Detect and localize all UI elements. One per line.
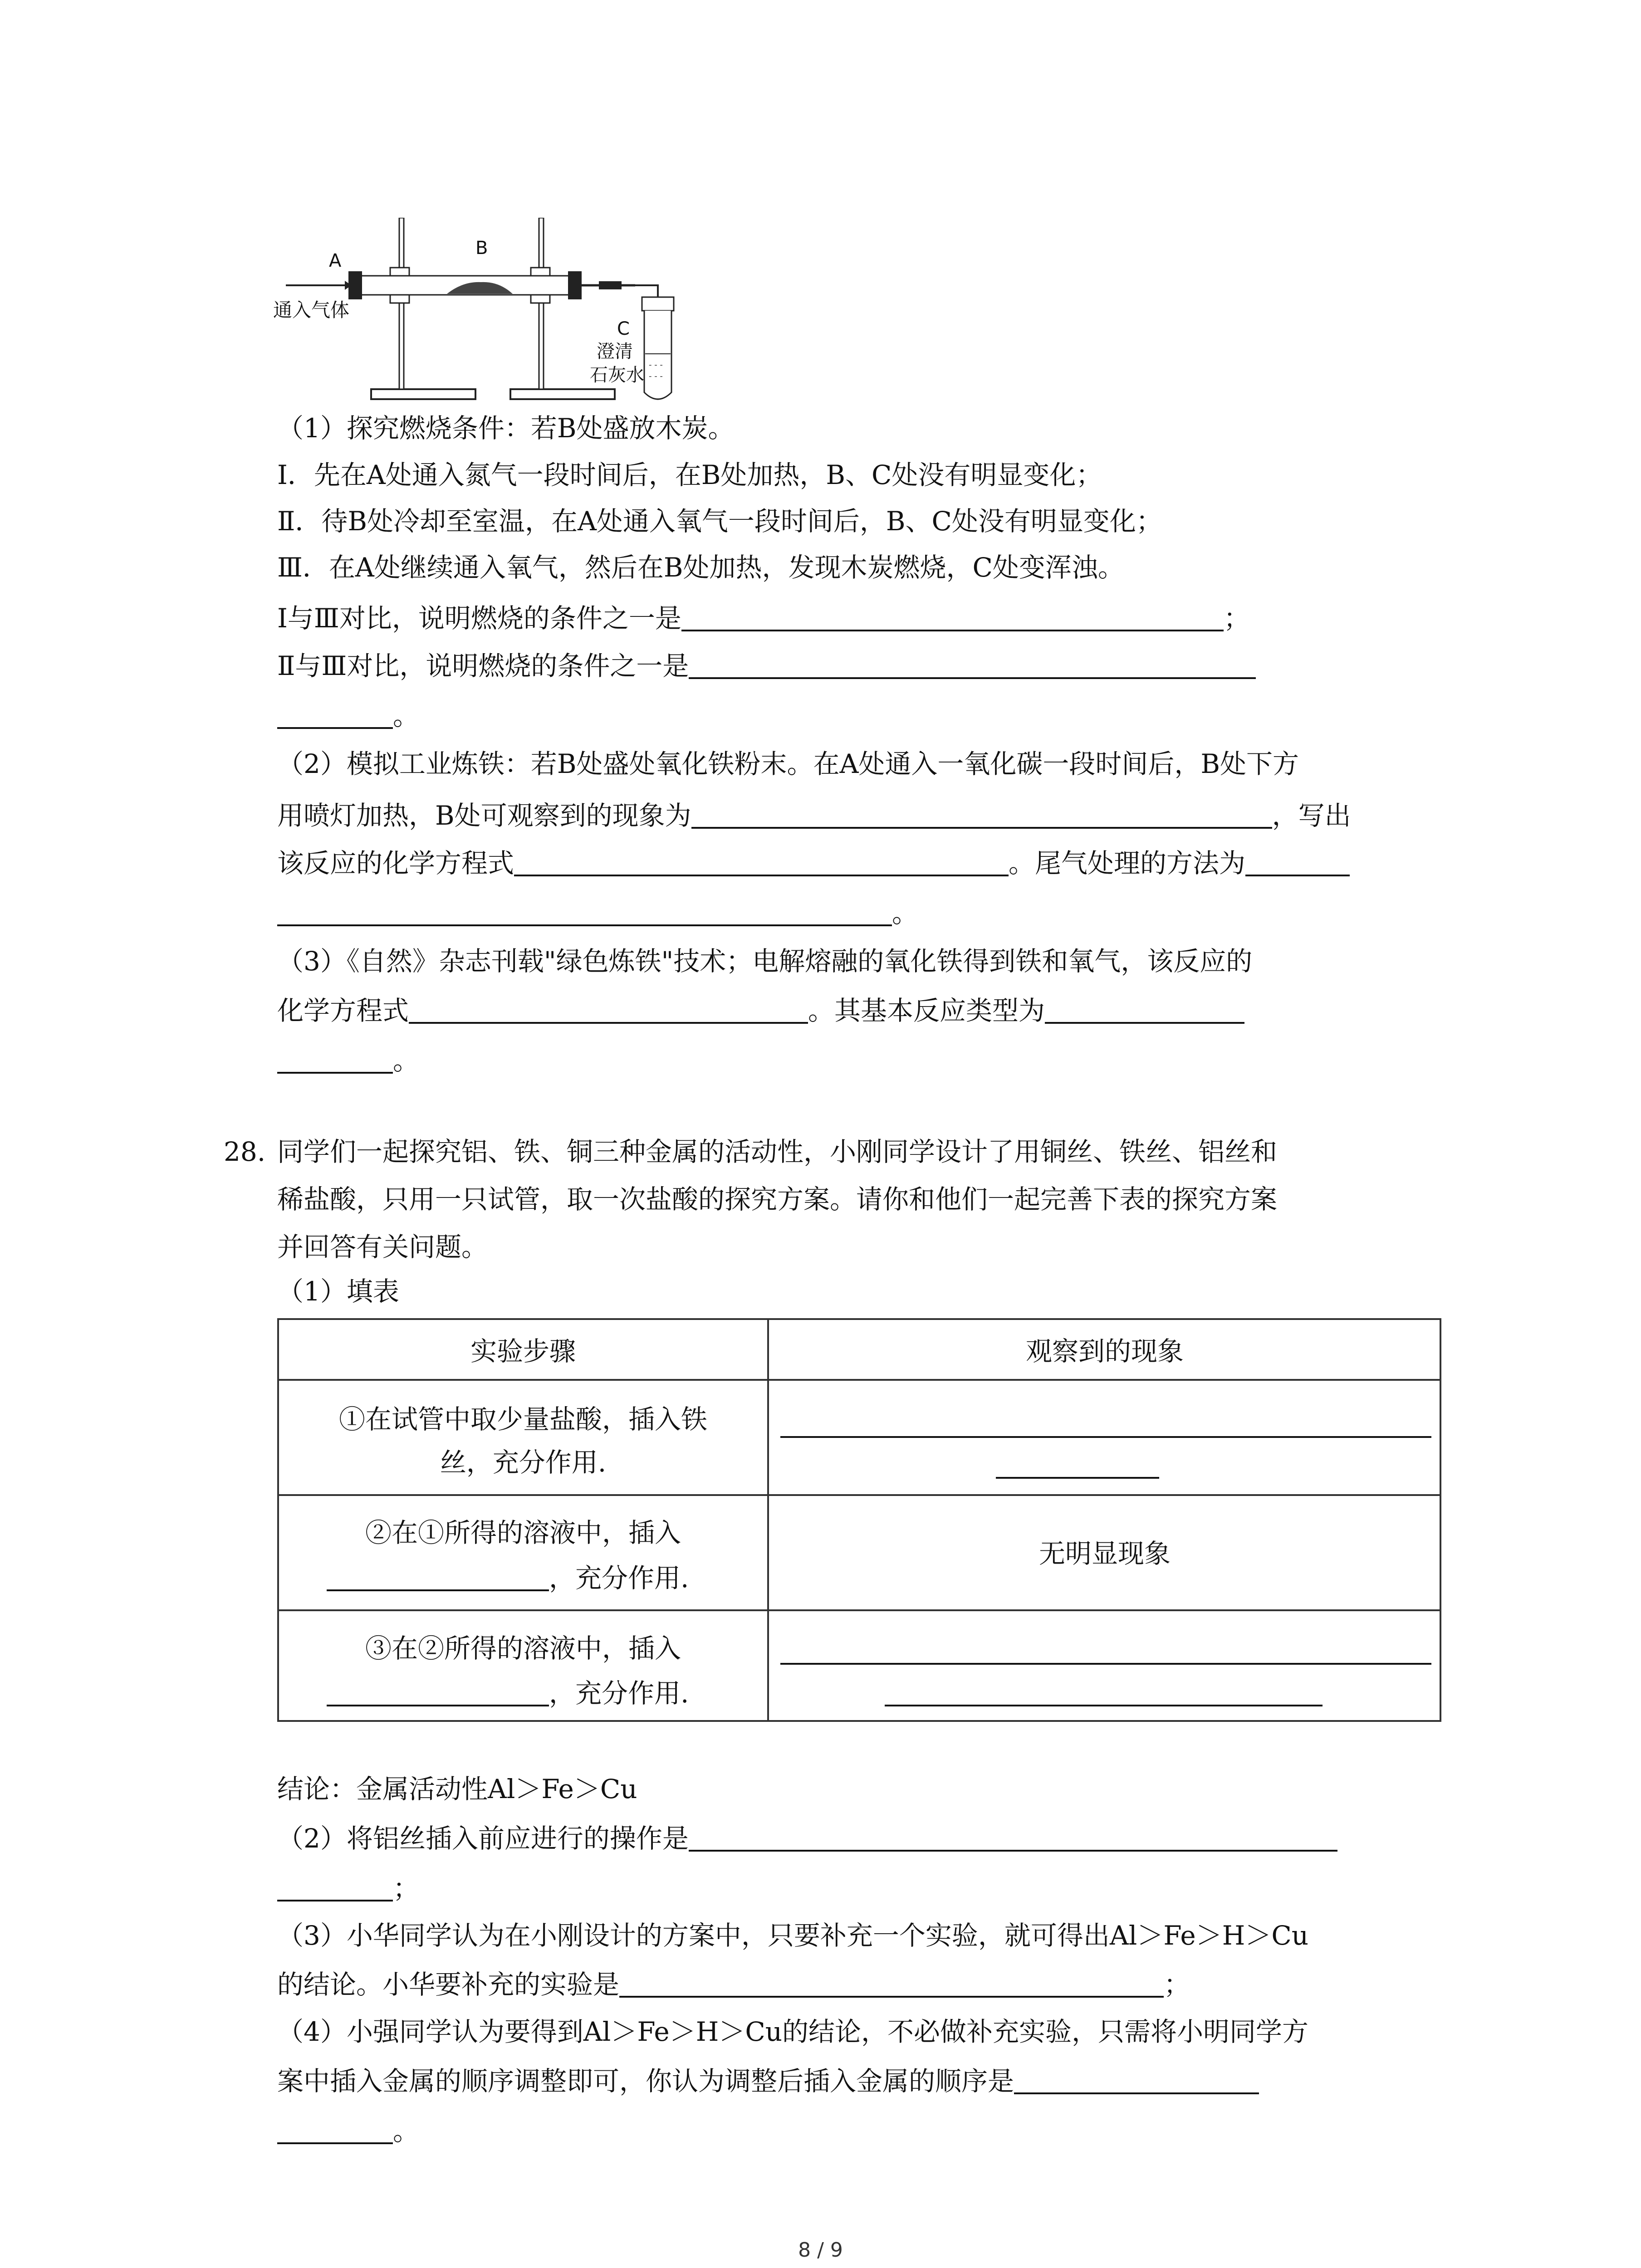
answer-blank-cmp2b[interactable]	[277, 701, 393, 729]
experiment-table	[277, 1318, 1441, 1722]
table-header-observation: 观察到的现象	[1025, 1336, 1184, 1367]
q27-compare-2-text: Ⅱ与Ⅲ对比，说明燃烧的条件之一是	[277, 650, 689, 681]
label-b: B	[475, 238, 488, 259]
row1-observation-blank-b[interactable]	[996, 1477, 1159, 1479]
q28-part1: （1）填表	[277, 1276, 399, 1307]
test-tube-c	[644, 311, 671, 399]
q28-part3-line2: 的结论。小华要补充的实验是 ；	[277, 1969, 1190, 2000]
page-number: 8 / 9	[798, 2239, 843, 2262]
q27-part3-line2: 化学方程式 。其基本反应类型为	[277, 996, 1244, 1024]
q27-step-3: Ⅲ．在A处继续通入氧气，然后在B处加热，发现木炭燃烧，C处变浑浊。	[277, 552, 1124, 583]
clamp-left-top	[390, 268, 409, 276]
limewater-label-2: 石灰水	[590, 365, 644, 386]
q27-compare-1: Ⅰ与Ⅲ对比，说明燃烧的条件之一是 ；	[277, 603, 1250, 634]
row3-step-line1: ③在②所得的溶液中，插入	[365, 1633, 681, 1664]
row2-metal-blank[interactable]	[327, 1563, 549, 1591]
row2-step-line2: ，充分作用.	[327, 1563, 689, 1591]
q27-step-2: Ⅱ．待B处冷却至室温，在A处通入氧气一段时间后，B、C处没有明显变化；	[277, 506, 1162, 537]
stand-base-right	[510, 389, 615, 399]
row2-observation: 无明显现象	[1038, 1538, 1171, 1569]
answer-blank-operation-b[interactable]	[277, 1873, 393, 1901]
answer-blank-operation-a[interactable]	[689, 1823, 1337, 1852]
row3-metal-blank[interactable]	[327, 1678, 549, 1706]
q28-part2-cont: ；	[277, 1873, 419, 1901]
row1-step-line2: 丝，充分作用.	[440, 1447, 607, 1478]
answer-blank-phenomenon[interactable]	[691, 801, 1272, 829]
stopper-right	[568, 271, 582, 299]
q27-part3-line3: 。	[277, 1046, 419, 1074]
q27-compare-2-cont: 。	[277, 701, 419, 729]
answer-blank-order-a[interactable]	[1014, 2066, 1259, 2094]
label-c: C	[617, 318, 630, 339]
row3-observation-blank-b[interactable]	[885, 1705, 1323, 1706]
q28-part2: （2）将铝丝插入前应进行的操作是	[277, 1823, 1337, 1852]
clamp-left-bottom	[390, 295, 409, 303]
answer-blank-reaction-type-b[interactable]	[277, 1046, 393, 1074]
svg-text:- - -: - - -	[649, 371, 663, 381]
q27-part2-line1: （2）模拟工业炼铁：若B处盛处氧化铁粉末。在A处通入一氧化碳一段时间后，B处下方	[277, 748, 1299, 779]
row2-step-line1: ②在①所得的溶液中，插入	[365, 1517, 681, 1548]
limewater-label-1: 澄清	[597, 341, 633, 362]
test-tube-stopper	[642, 297, 674, 311]
q28-part4-cont: 。	[277, 2116, 419, 2144]
svg-text:- - -: - - -	[649, 360, 663, 370]
stand-base-left	[371, 389, 475, 399]
row1-observation-blank-a[interactable]	[780, 1436, 1431, 1438]
q27-part2-line2: 用喷灯加热，B处可观察到的现象为 ，写出	[277, 800, 1351, 831]
q28-part4-line1: （4）小强同学认为要得到Al＞Fe＞H＞Cu的结论，不必做补充实验，只需将小明同学方	[277, 2016, 1309, 2047]
row1-step-line1: ①在试管中取少量盐酸，插入铁	[338, 1404, 707, 1435]
q28-conclusion: 结论：金属活动性Al＞Fe＞Cu	[277, 1774, 637, 1804]
row3-observation-blank-a[interactable]	[780, 1663, 1431, 1665]
answer-blank-tailgas-b[interactable]	[277, 898, 892, 926]
answer-blank-equation-2[interactable]	[409, 996, 808, 1024]
q27-compare-1-text: Ⅰ与Ⅲ对比，说明燃烧的条件之一是	[277, 603, 681, 634]
answer-blank-equation[interactable]	[514, 848, 1009, 876]
answer-blank-order-b[interactable]	[277, 2116, 393, 2144]
q27-part2-line3: 该反应的化学方程式 。尾气处理的方法为	[277, 848, 1350, 876]
q27-part3-line1: （3）《自然》杂志刊载"绿色炼铁"技术；电解熔融的氧化铁得到铁和氧气，该反应的	[277, 946, 1253, 977]
answer-blank-cmp2a[interactable]	[689, 651, 1256, 679]
q28-intro-3: 并回答有关问题。	[277, 1232, 488, 1262]
row3-step-line2: ，充分作用.	[327, 1678, 689, 1706]
q28-part4-line2: 案中插入金属的顺序调整即可，你认为调整后插入金属的顺序是	[277, 2066, 1259, 2094]
q28-part3-line1: （3）小华同学认为在小刚设计的方案中，只要补充一个实验，就可得出Al＞Fe＞H＞Cu	[277, 1920, 1309, 1951]
clamp-right-top	[531, 268, 550, 276]
q27-step-1: Ⅰ．先在A处通入氮气一段时间后，在B处加热，B、C处没有明显变化；	[277, 459, 1102, 490]
q28-intro-2: 稀盐酸，只用一只试管，取一次盐酸的探究方案。请你和他们一起完善下表的探究方案	[277, 1184, 1278, 1215]
q28-intro-1: 同学们一起探究铝、铁、铜三种金属的活动性，小刚同学设计了用铜丝、铁丝、铝丝和	[277, 1136, 1278, 1167]
apparatus-figure	[272, 218, 708, 408]
q28-number: 28.	[224, 1136, 266, 1167]
q27-compare-2	[277, 651, 1256, 679]
answer-blank-tailgas-a[interactable]	[1245, 848, 1350, 876]
table-header-step: 实验步骤	[470, 1336, 576, 1367]
inlet-label: 通入气体	[273, 299, 350, 321]
answer-blank-extra-experiment[interactable]	[619, 1970, 1164, 1998]
label-a: A	[329, 250, 342, 271]
answer-blank-reaction-type-a[interactable]	[1045, 996, 1244, 1024]
q27-part1-intro: （1）探究燃烧条件：若B处盛放木炭。	[277, 413, 735, 444]
clamp-right-bottom	[531, 295, 550, 303]
answer-blank-cmp1[interactable]	[681, 603, 1224, 631]
q27-part2-line4: 。	[277, 898, 918, 926]
